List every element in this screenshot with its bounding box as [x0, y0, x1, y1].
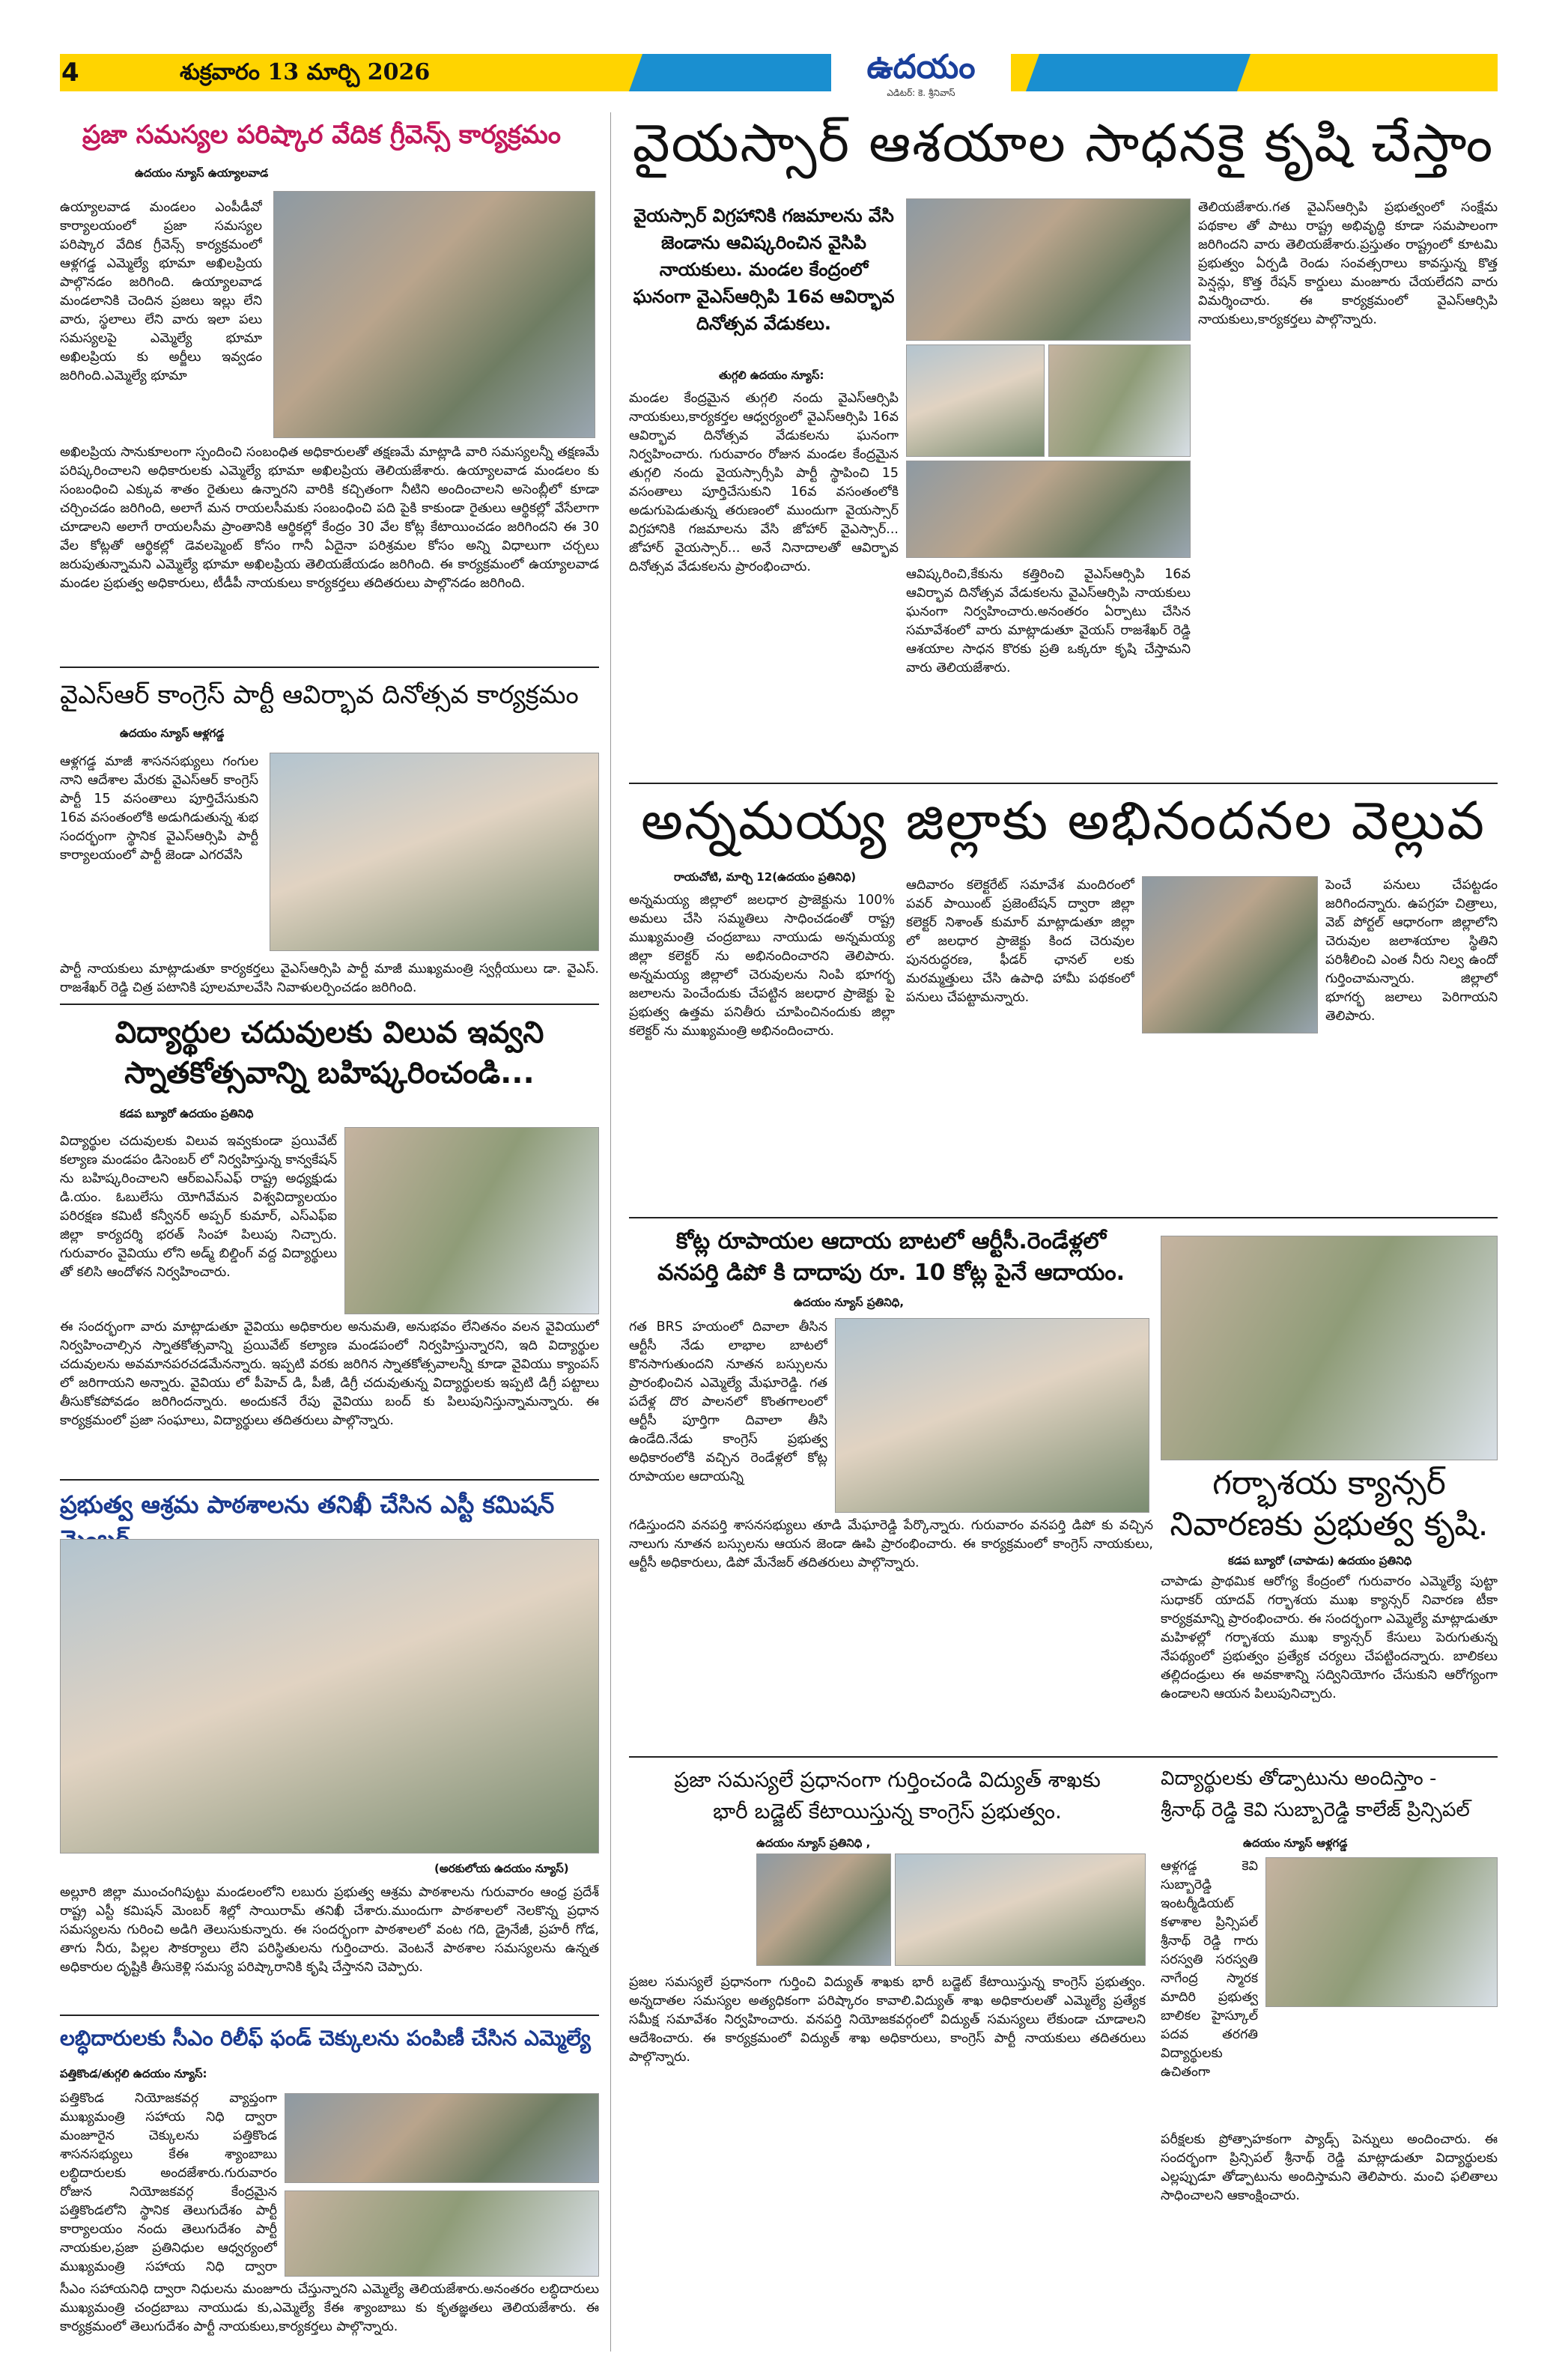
headline-students-1: విద్యార్థుల చదువులకు విలువ ఇవ్వని — [115, 1015, 544, 1050]
masthead-accent-right — [1026, 54, 1251, 91]
headline-cancer-2: నివారణకు ప్రభుత్వ కృషి. — [1170, 1505, 1489, 1543]
logo-text: ఉదయం — [866, 48, 976, 86]
byline-college: ఉదయం న్యూస్ ఆళ్లగడ్డ — [1243, 1836, 1348, 1850]
photo-college — [1265, 1857, 1498, 2007]
headline-rtc-2: వనపర్తి డిపో కి దాదాపు రూ. 10 కోట్ల పైనే ఆదాయం. — [657, 1260, 1125, 1286]
headline-grievance: ప్రజా సమస్యల పరిష్కార వేదిక గ్రీవెన్స్ కార్యక్రమం — [82, 120, 561, 150]
byline-ysr-ideals: తుగ్గలి ఉదయం న్యూస్: — [719, 368, 824, 382]
photo-st-commission — [60, 1539, 599, 1854]
page-number: 4 — [61, 58, 79, 88]
body-ysr-ideals-left: మండల కేంద్రమైన తుగ్గలి నందు వైఎస్ఆర్సిపి నాయకులు,కార్యకర్తల ఆధ్వర్యంలో వైఎస్ఆర్సిపి 16వ ఆవిర్భావ దినోత్సవ వేడుకలను ఘనంగా నిర్వహించారు. గురువారం రోజున మండల కేంద్రమైన తుగ్గలి నందు వైయస్సార్సీపి పార్టీ స్థాపించి 15 వసంతాలు పూర్తిచేసుకుని 16వ వసంతంలోకి అడుగుపెడుతున్న తరుణంలో ముందుగా వైయస్సార్ విగ్రహానికి గజమాలను వేసి జోహార్ వైఎస్సార్... జోహార్ వైయస్సార్... అనే నినాదాలతో ఆవిర్భావ దినోత్సవ వేడుకలను ప్రారంభించారు. — [629, 391, 899, 574]
column-divider — [610, 112, 611, 2352]
body-students-bottom: ఈ సందర్భంగా వారు మాట్లాడుతూ వైవియు అధికారుల అనుమతి, అనుభవం లేనితనం వలన వైవియులో నిర్వహించాల్సిన స్నాతకోత్సవాన్ని ప్రయివేట్ కల్యాణ మండపంలో నిర్వహిస్తున్నారని, ఇది విద్యార్థుల చదువులను అవమానపరచడమేనన్నారు. ఇప్పటి వరకు జరిగిన స్నాతకోత్సవాలన్నీ కూడా వైవియు క్యాంపస్ లో జరిగాయని అన్నారు. వైవియు లో పీహెచ్ డి, పీజీ, డిగ్రీ చదువుతున్న విద్యార్థులకు ఇప్పటి డిగ్రీ పట్టాలు తీసుకోకపోవడం జరిగిందన్నారు. అందుకనే రేపు వైవియు బంద్ కు పిలుపునిస్తున్నామన్నారు. ఈ కార్యక్రమంలో ప్రజా సంఘాలు, విద్యార్థులు తదితరులు పాల్గొన్నారు. — [60, 1320, 599, 1428]
byline-cancer: కడప బ్యూరో (చాపాడు) ఉదయం ప్రతినిధి — [1228, 1554, 1412, 1567]
headline-college-1: విద్యార్థులకు తోడ్పాటును అందిస్తాం - — [1161, 1767, 1437, 1790]
body-relief-fund-left: పత్తికొండ నియోజకవర్గ వ్యాప్తంగా ముఖ్యమంత్రి సహాయ నిధి ద్వారా మంజూరైన చెక్కులను పత్తికొండ శాసనసభ్యులు కేఈ శ్యాంబాబు లబ్ధిదారులకు అందజేశారు.గురువారం రోజున నియోజకవర్గ కేంద్రమైన పత్తికొండలోని స్థానిక తెలుగుదేశం పార్టీ కార్యాలయం నందు తెలుగుదేశం పార్టీ నాయకుల,ప్రజా ప్రతినిధుల ఆధ్వర్యంలో ముఖ్యమంత్రి సహాయ నిధి ద్వారా — [60, 2091, 277, 2274]
body-ysr-ideals-right: తెలియజేశారు.గత వైఎస్ఆర్సిపి ప్రభుత్వంలో సంక్షేమ పథకాల తో పాటు రాష్ట్ర అభివృద్ధి కూడా సమపాలంగా జరిగిందని వారు తెలియజేశారు.ప్రస్తుతం రాష్ట్రంలో కూటమి ప్రభుత్వం ఏర్పడి రెండు సంవత్సరాలు కావస్తున్న కొత్త పెన్షన్లు, కొత్త రేషన్ కార్డులు మంజూరు చేయలేదని వారు విమర్శించారు. ఈ కార్యక్రమంలో వైఎస్ఆర్సిపి నాయకులు,కార్యకర్తలు పాల్గొన్నారు. — [1198, 200, 1498, 327]
body-rtc-top: గత BRS హయంలో దివాలా తీసిన ఆర్టీసీ నేడు లాభాల బాటలో కొనసాగుతుందని నూతన బస్సులను ప్రారంభించిన ఎమ్మెల్యే మేఘారెడ్డి. గత పదేళ్ల దొర పాలనలో కొంతగాలంలో ఆర్టీసీ పూర్తిగా దివాలా తీసి ఉండేది.నేడు కాంగ్రెస్ ప్రభుత్వ అధికారంలోకి వచ్చిన రెండేళ్లలో కోట్ల రూపాయల ఆదాయన్ని — [629, 1320, 827, 1484]
photo-students — [344, 1127, 599, 1314]
body-cancer: చాపాడు ప్రాథమిక ఆరోగ్య కేంద్రంలో గురువారం ఎమ్మెల్యే పుట్టా సుధాకర్ యాదవ్ గర్భాశయ ముఖ క్యాన్సర్ నివారణ టీకా కార్యక్రమాన్ని ప్రారంభించారు. ఈ సందర్భంగా ఎమ్మెల్యే మాట్లాడుతూ మహిళల్లో గర్భాశయ ముఖ క్యాన్సర్ కేసులు పెరుగుతున్న నేపథ్యంలో ప్రభుత్వం ప్రత్యేక చర్యలు చేపట్టిందన్నారు. బాలికలు తల్లిదండ్రులు ఈ అవకాశాన్ని సద్వినియోగం చేసుకుని ఆరోగ్యంగా ఉండాలని ఆయన పిలుపునిచ్చారు. — [1161, 1574, 1498, 1701]
masthead-accent-left — [629, 54, 854, 91]
photo-cancer — [1161, 1236, 1498, 1460]
divider — [629, 783, 1498, 784]
body-st-commission: అల్లూరి జిల్లా ముంచంగిపుట్టు మండలంలోని లబురు ప్రభుత్వ ఆశ్రమ పాఠశాలను గురువారం ఆంధ్ర ప్రదేశ్ రాష్ట్ర ఎస్టీ కమిషన్ మెంబర్ శిల్లో సాయిరామ్ తనిఖీ చేశారు.ముందుగా పాఠశాలలో నెలకొన్న ప్రధాన సమస్యలను గురించి అడిగి తెలుసుకున్నారు. ఈ సందర్భంగా పాఠశాలలో వంట గది, డ్రైనేజీ, ప్రహరీ గోడ, తాగు నీరు, పిల్లల సౌకర్యాలు లేని పరిస్థితులను గుర్తించారు. వెంటనే పాఠశాల సమస్యలను ఉన్నత అధికారుల దృష్టికి తీసుకెళ్లి సమస్య పరిష్కారానికి కృషి చేస్తానని చెప్పారు. — [60, 1885, 599, 1975]
byline-rtc: ఉదయం న్యూస్ ప్రతినిధి, — [794, 1296, 905, 1309]
divider — [60, 667, 599, 668]
divider — [60, 2015, 599, 2016]
body-ysr-ideals-mid: ఆవిష్కరించి,కేకును కత్తిరించి వైఎస్ఆర్సిపి 16వ ఆవిర్భావ దినోత్సవ వేడుకలను వైఎస్ఆర్సిపి నాయకులు ఘనంగా నిర్వహించారు.అనంతరం ఏర్పాటు చేసిన సమావేశంలో వారు మాట్లాడుతూ వైయస్ రాజశేఖర్ రెడ్డి ఆశయాల సాధన కొరకు ప్రతి ఒక్కరూ కృషి చేస్తామని వారు తెలియజేశారు. — [906, 567, 1191, 676]
body-relief-fund-bottom: సీఎం సహాయనిధి ద్వారా నిధులను మంజూరు చేస్తున్నారని ఎమ్మెల్యే తెలియజేశారు.అనంతరం లబ్ధిదారులు ముఖ్యమంత్రి చంద్రబాబు నాయుడు కు,ఎమ్మెల్యే కేఈ శ్యాంబాబు కు కృతజ్ఞతలు తెలియజేశారు. ఈ కార్యక్రమంలో తెలుగుదేశం పార్టీ నాయకులు,కార్యకర్తలు పాల్గొన్నారు. — [60, 2282, 599, 2334]
photo-ysr-ideals-3 — [1048, 344, 1191, 457]
photo-grievance — [273, 191, 595, 438]
photo-electricity-2 — [895, 1854, 1146, 1966]
headline-electricity-1: ప్రజా సమస్యలే ప్రధానంగా గుర్తించండి విద్యుత్ శాఖకు — [674, 1767, 1101, 1792]
photo-ysr-ideals-2 — [906, 344, 1045, 457]
divider — [60, 1004, 599, 1005]
body-electricity: ప్రజల సమస్యలే ప్రధానంగా గుర్తించి విద్యుత్ శాఖకు భారీ బడ్జెట్ కేటాయిస్తున్న కాంగ్రెస్ ప్రభుత్వం. అన్నదాతల సమస్యల అత్యధికంగా పరిష్కారం కావాలి.విద్యుత్ శాఖ అధికారులతో ఎమ్మెల్యే ప్రత్యేక సమీక్ష సమావేశం నిర్వహించారు. వనపర్తి నియోజకవర్గంలో విద్యుత్ సమస్యలు లేకుండా చూడాలని ఆదేశించారు. ఈ కార్యక్రమంలో విద్యుత్ శాఖ అధికారులు, కాంగ్రెస్ పార్టీ నాయకులు తదితరులు పాల్గొన్నారు. — [629, 1975, 1146, 2065]
photo-relief-fund-1 — [285, 2093, 599, 2183]
body-rtc-bottom: గడిస్తుందని వనపర్తి శాసనసభ్యులు తూడి మేఘారెడ్డి పేర్కొన్నారు. గురువారం వనపర్తి డిపో కు వచ్చిన నాలుగు నూతన బస్సులను ఆయన జెండా ఊపి ప్రారంభించారు. ఈ కార్యక్రమంలో కాంగ్రెస్ నాయకులు, ఆర్టీసీ అధికారులు, డిపో మేనేజర్ తదితరులు పాల్గొన్నారు. — [629, 1518, 1153, 1570]
photo-relief-fund-2 — [285, 2191, 599, 2277]
photo-ysr-formation — [270, 753, 599, 951]
headline-annamayya: అన్నమయ్య జిల్లాకు అభినందనల వెల్లువ — [641, 790, 1486, 851]
issue-date: శుక్రవారం 13 మార్చి 2026 — [180, 59, 431, 85]
photo-credit-st-commission: (అరకులోయ ఉదయం న్యూస్) — [434, 1862, 569, 1875]
headline-college-2: శ్రీనాథ్ రెడ్డి కెవి సుబ్బారెడ్డి కాలేజ్ ప్రిన్సిపల్ — [1161, 1799, 1470, 1821]
byline-ysr-formation: ఉదయం న్యూస్ ఆళ్లగడ్డ — [120, 726, 225, 740]
photo-ysr-ideals-1 — [906, 198, 1191, 341]
headline-st-commission: ప్రభుత్వ ఆశ్రమ పాఠశాలను తనిఖీ చేసిన ఎస్టీ కమిషన్ — [60, 1490, 555, 1519]
body-annamayya-left: అన్నమయ్య జిల్లాలో జలధార ప్రాజెక్టును 100% అమలు చేసి సమ్మతిలు సాధించడంతో రాష్ట్ర ముఖ్యమంత్రి చంద్రబాబు నాయుడు అన్నమయ్య జిల్లా కలెక్టర్ ను అభినందించారని తెలిపారు. అన్నమయ్య జిల్లాలో చెరువులను నింపి భూగర్భ జలాలను పెంచేందుకు చేపట్టిన జలధార ప్రాజెక్టు పై ప్రభుత్వ ఉత్తమ పనితీరు చూపించినందుకు జిల్లా కలెక్టర్ ను ముఖ్యమంత్రి అభినందించారు. — [629, 893, 895, 1039]
headline-rtc-1: కోట్ల రూపాయల ఆదాయ బాటలో ఆర్టీసీ.రెండేళ్లలో — [675, 1228, 1107, 1254]
byline-annamayya: రాయచోటి, మార్చి 12(ఉదయం ప్రతినిధి) — [674, 870, 857, 884]
body-college-bottom: పరీక్షలకు ప్రోత్సాహకంగా ప్యాడ్స్ పెన్నులు అందించారు. ఈ సందర్భంగా ప్రిన్సిపల్ శ్రీనాథ్ రెడ్డి మాట్లాడుతూ విద్యార్థులకు ఎల్లప్పుడూ తోడ్పాటును అందిస్తామని తెలిపారు. మంచి ఫలితాలు సాధించాలని ఆకాంక్షించారు. — [1161, 2132, 1498, 2203]
photo-ysr-ideals-4 — [906, 461, 1191, 558]
body-annamayya-right: పెంచే పనులు చేపట్టడం జరిగిందన్నారు. ఉపగ్రహ చిత్రాలు, వెబ్ పోర్టల్ ఆధారంగా జిల్లాలోని చెరువుల జలాశయాల స్థితిని పరిశీలించి ఎంత నీరు నిల్వ ఉందో గుర్తించామన్నారు. జిల్లాలో భూగర్భ జలాలు పెరిగాయని తెలిపారు. — [1325, 878, 1498, 1024]
photo-rtc — [835, 1318, 1149, 1513]
byline-grievance: ఉదయం న్యూస్ ఉయ్యాలవాడ — [135, 166, 269, 180]
divider — [60, 1479, 599, 1481]
headline-cancer-1: గర్భాశయ క్యాన్సర్ — [1212, 1464, 1446, 1502]
summary-box-ysr-ideals: వైయస్సార్ విగ్రహానికి గజమాలను వేసి జెండాను ఆవిష్కరించిన వైసిపి నాయకులు. మండల కేంద్రంలో ఘనంగా వైఎస్ఆర్సిపి 16వ ఆవిర్భావ దినోత్సవ వేడుకలు. — [633, 205, 895, 334]
headline-ysr-ideals: వైయస్సార్ ఆశయాల సాధనకై కృషి చేస్తాం — [632, 112, 1495, 174]
body-college-left: ఆళ్లగడ్డ కెవి సుబ్బారెడ్డి ఇంటర్మీడియట్ కళాశాల ప్రిన్సిపల్ శ్రీనాథ్ రెడ్డి గారు సరస్వతి సరస్వతి నాగేంద్ర స్మారక మాదిరి ప్రభుత్వ బాలికల హైస్కూల్ పదవ తరగతి విద్యార్థులకు ఉచితంగా — [1161, 1859, 1258, 2080]
photo-annamayya — [1142, 876, 1318, 1033]
byline-electricity: ఉదయం న్యూస్ ప్రతినిధి , — [756, 1836, 871, 1850]
divider — [629, 1217, 1498, 1218]
logo-subtitle: ఎడిటర్: కె. శ్రీనివాస్ — [887, 88, 955, 98]
logo — [831, 46, 1011, 98]
body-students-left: విద్యార్థుల చదువులకు విలువ ఇవ్వకుండా ప్రయివేట్ కల్యాణ మండపం డిసెంబర్ లో నిర్వహిస్తున్న కాన్వకేషన్ ను బహిష్కరించాలని ఆర్ఐఎస్ఎఫ్ రాష్ట్ర అధ్యక్షుడు డి.యం. ఓబులేసు యోగివేమన విశ్వవిద్యాలయం పరిరక్షణ కమిటీ కన్వీనర్ అప్పర్ కుమార్, ఎస్ఎఫ్ఐ జిల్లా కార్యదర్శి భరత్ సింహా పిలుపు నిచ్చారు. గురువారం వైవియు లోని అడ్మ్ బిల్డింగ్ వద్ద విద్యార్థులు తో కలిసి ఆందోళన నిర్వహించారు. — [60, 1134, 337, 1280]
body-annamayya-mid: ఆదివారం కలెక్టరేట్ సమావేశ మందిరంలో పవర్ పాయింట్ ప్రజెంటేషన్ ద్వారా జిల్లా కలెక్టర్ నిశాంత్ కుమార్ మాట్లాడుతూ జిల్లా లో జలధార ప్రాజెక్టు కింద చెరువుల పునరుద్ధరణ, ఫీడర్ ఛానల్ లకు మరమ్మత్తులు చేసి ఉపాధి హామీ పథకంలో పనులు చేపట్టామన్నారు. — [906, 878, 1134, 1005]
photo-electricity-1 — [756, 1854, 891, 1966]
body-ysr-formation-bottom: పార్టీ నాయకులు మాట్లాడుతూ కార్యకర్తలు వైఎస్ఆర్సిపి పార్టీ మాజీ ముఖ్యమంత్రి స్వర్గీయులు డా. వైఎస్. రాజశేఖర్ రెడ్డి చిత్ర పటానికి పూలమాలవేసి నివాళులర్పించడం జరిగింది. — [60, 962, 599, 995]
body-ysr-formation-left: ఆళ్లగడ్డ మాజీ శాసనసభ్యులు గంగుల నాని ఆదేశాల మేరకు వైఎస్ఆర్ కాంగ్రెస్ పార్టీ 15 వసంతాలు పూర్తిచేసుకుని 16వ వసంతంలోకి అడుగిడుతున్న శుభ సందర్భంగా స్థానిక వైఎస్ఆర్సిపి పార్టీ కార్యాలయంలో పార్టీ జెండా ఎగరవేసి — [60, 754, 258, 863]
headline-relief-fund: లబ్ధిదారులకు సీఎం రిలీఫ్ ఫండ్ చెక్కులను పంపిణీ చేసిన ఎమ్మెల్యే — [60, 2026, 591, 2050]
divider — [629, 1756, 1498, 1758]
headline-ysr-formation: వైఎస్ఆర్ కాంగ్రెస్ పార్టీ ఆవిర్భావ దినోత్సవ కార్యక్రమం — [60, 680, 579, 710]
byline-students: కడప బ్యూరో ఉదయం ప్రతినిధి — [120, 1107, 254, 1120]
headline-students-2: స్నాతకోత్సవాన్ని బహిష్కరించండి... — [124, 1056, 535, 1090]
body-grievance-bottom: అఖిలప్రియ సానుకూలంగా స్పందించి సంబంధిత అధికారులతో తక్షణమే మాట్లాడి వారి సమస్యలన్నీ తక్షణమే పరిష్కరించాలని అధికారులకు ఎమ్మెల్యే భూమా అఖిలప్రియ తెలియజేశారు. ఉయ్యాలవాడ మండలం కు సంబంధించి ఎక్కువ శాతం రైతులు ఉన్నారని వారికి కచ్చితంగా నీటిని అందించాలని అసెంబ్లీలో కూడా చర్చించడం జరిగింది, అలాగే మన రాయలసీమకు సంబంధించి పది పైకి కాకుండా రైతులు ఆర్థికల్లో వేసేలాగా చూడాలని అలాగే రాయలసీమ ప్రాంతానికి ఆర్థికల్లో కేంద్రం 30 వేల కోట్ల కేటాయించడం జరిగిందని ఈ 30 వేల కోట్లతో ఆర్థికల్లో డెవలప్మెంట్ కోసం గానీ ఏదైనా పరిశ్రమల కోసం అన్ని విధాలుగా చర్చలు జరుపుతున్నామని ఎమ్మెల్యే భూమా అఖిలప్రియ తెలియజేయడం జరిగింది. ఈ కార్యక్రమంలో ఉయ్యాలవాడ మండల ప్రభుత్వ అధికారులు, టీడీపీ నాయకులు కార్యకర్తలు తదితరులు పాల్గొనడం జరిగింది. — [60, 445, 599, 591]
headline-electricity-2: భారీ బడ్జెట్ కేటాయిస్తున్న కాంగ్రెస్ ప్రభుత్వం. — [713, 1799, 1062, 1824]
byline-relief-fund: పత్తికొండ/తుగ్గలి ఉదయం న్యూస్: — [60, 2067, 207, 2080]
body-grievance-top: ఉయ్యాలవాడ మండలం ఎంపీడీవో కార్యాలయంలో ప్రజా సమస్యల పరిష్కార వేదిక గ్రీవెన్స్ కార్యక్రమంలో ఆళ్లగడ్డ ఎమ్మెల్యే భూమా అఖిలప్రియ పాల్గొనడం జరిగింది. ఉయ్యాలవాడ మండలానికి చెందిన ప్రజలు ఇల్లు లేని వారు, స్థలాలు లేని వారు ఇలా పలు సమస్యలపై ఎమ్మెల్యే భూమా అఖిలప్రియ కు అర్జీలు ఇవ్వడం జరిగింది.ఎమ్మెల్యే భూమా — [60, 200, 262, 383]
